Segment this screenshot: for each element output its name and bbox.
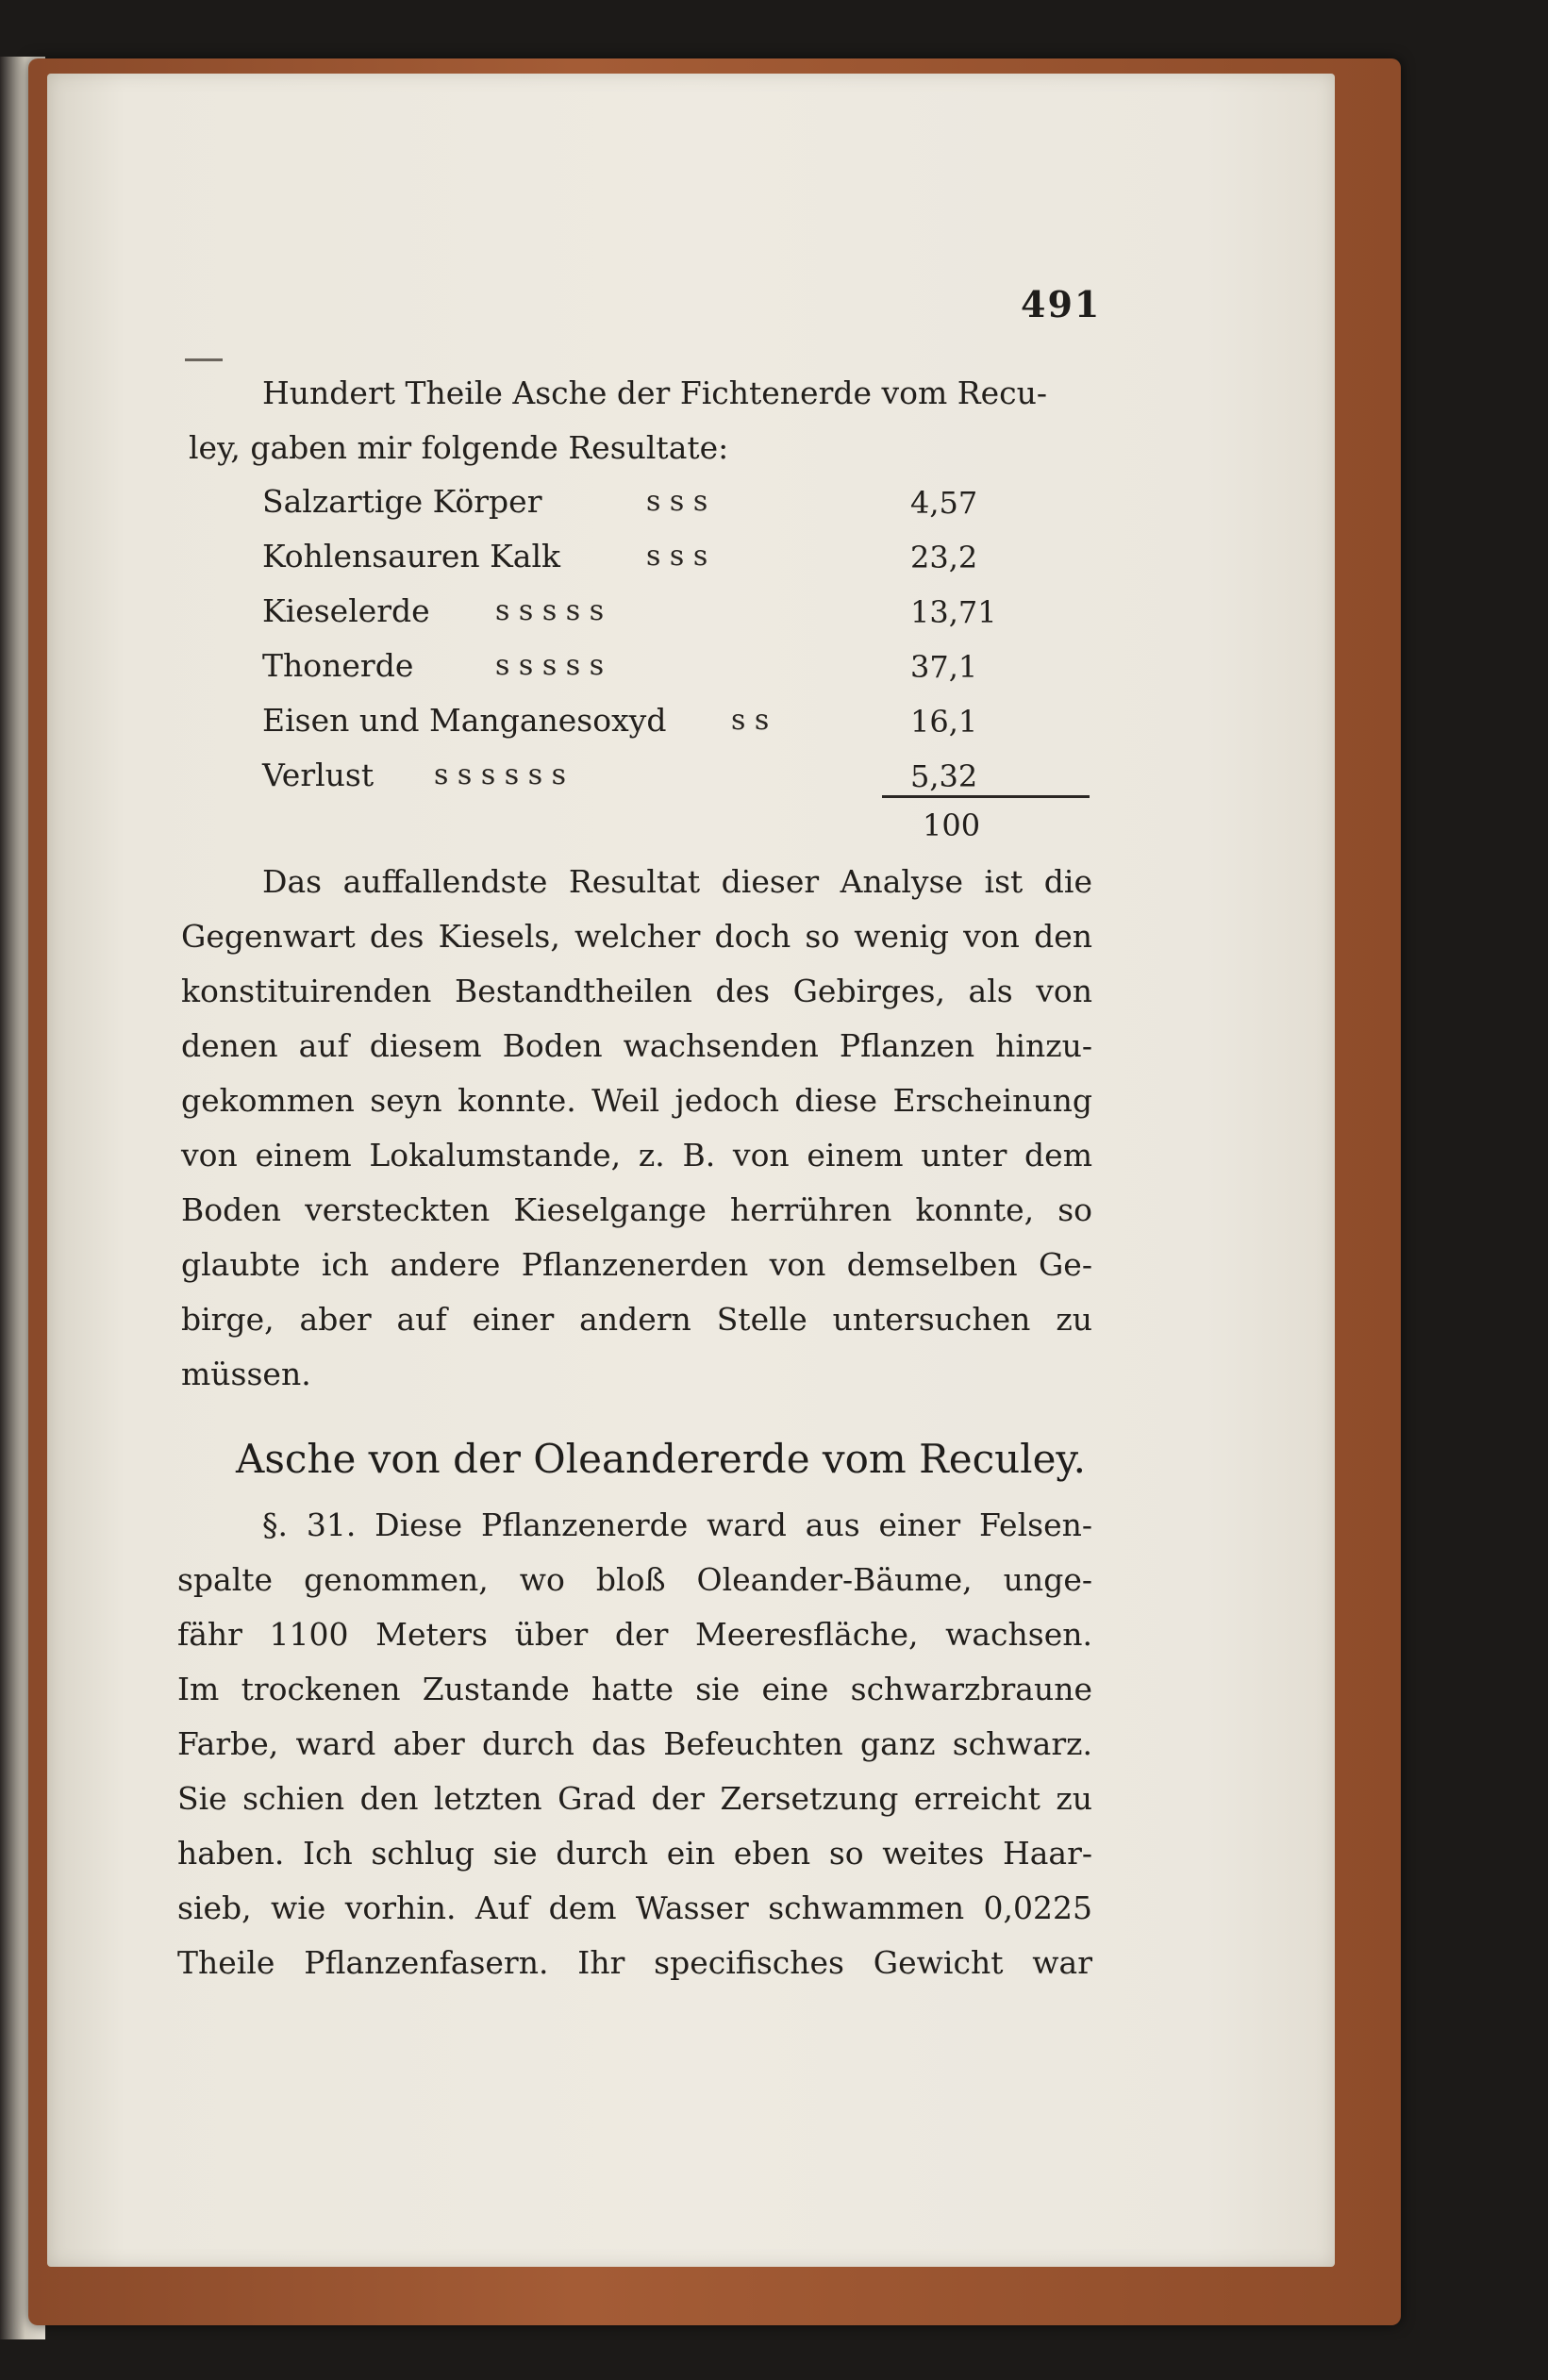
intro-line-2: ley, gaben mir folgende Resultate: (189, 429, 729, 466)
paragraph-line: Sie schien den letzten Grad der Zersetzung erreicht zu (177, 1780, 1092, 1817)
row-value: 4,57 (910, 485, 978, 521)
row-dots: s s (731, 704, 770, 737)
paragraph-line: Das auffallendste Resultat dieser Analyse ist die (262, 863, 1092, 900)
row-label: Thonerde (262, 647, 414, 684)
paragraph-line: spalte genommen, wo bloß Oleander-Bäume, unge- (177, 1561, 1092, 1598)
row-value: 13,71 (910, 594, 997, 630)
page-number: 491 (1021, 283, 1102, 325)
sum-rule (882, 795, 1090, 798)
paragraph-line: von einem Lokalumstande, z. B. von einem unter dem (181, 1137, 1092, 1173)
paragraph-line: fähr 1100 Meters über der Meeresfläche, wachsen. (177, 1616, 1092, 1653)
row-label: Salzartige Körper (262, 483, 542, 520)
row-value: 37,1 (910, 649, 978, 685)
row-value: 16,1 (910, 704, 978, 740)
row-value: 23,2 (910, 540, 978, 575)
paragraph-line: §. 31. Diese Pflanzenerde ward aus einer Felsen- (262, 1506, 1092, 1543)
paragraph-line: sieb, wie vorhin. Auf dem Wasser schwammen 0,0225 (177, 1889, 1092, 1926)
paragraph-line: Boden versteckten Kieselgange herrühren konnte, so (181, 1191, 1092, 1228)
row-dots: s s s (646, 485, 708, 518)
paragraph-line: birge, aber auf einer andern Stelle untersuchen zu (181, 1301, 1092, 1338)
row-label: Eisen und Manganesoxyd (262, 702, 667, 739)
paragraph-line: konstituirenden Bestandtheilen des Gebirges, als von (181, 973, 1092, 1009)
paragraph-line: Theile Pflanzenfasern. Ihr specifisches Gewicht war (177, 1944, 1092, 1981)
row-dots: s s s s s s (434, 758, 567, 791)
row-dots: s s s s s (495, 594, 605, 627)
paragraph-line: glaubte ich andere Pflanzenerden von demselben Ge- (181, 1246, 1092, 1283)
row-label: Kohlensauren Kalk (262, 538, 561, 574)
row-dots: s s s (646, 540, 708, 573)
paragraph-line: gekommen seyn konnte. Weil jedoch diese Erscheinung (181, 1082, 1092, 1119)
row-label: Verlust (262, 757, 375, 793)
row-dots: s s s s s (495, 649, 605, 682)
paragraph-line: Gegenwart des Kiesels, welcher doch so wenig von den (181, 918, 1092, 955)
total-value: 100 (923, 807, 981, 843)
paragraph-line: Im trockenen Zustande hatte sie eine schwarzbraune (177, 1671, 1092, 1707)
row-label: Kieselerde (262, 592, 430, 629)
row-value: 5,32 (910, 758, 978, 794)
section-heading: Asche von der Oleandererde vom Reculey. (236, 1436, 1086, 1482)
paragraph-line: haben. Ich schlug sie durch ein eben so weites Haar- (177, 1835, 1092, 1872)
margin-mark (185, 358, 223, 361)
paragraph-line: Farbe, ward aber durch das Befeuchten ganz schwarz. (177, 1725, 1092, 1762)
paragraph-line: müssen. (181, 1356, 311, 1392)
paragraph-line: denen auf diesem Boden wachsenden Pflanzen hinzu- (181, 1027, 1092, 1064)
intro-line-1: Hundert Theile Asche der Fichtenerde vom Recu- (262, 374, 1048, 411)
